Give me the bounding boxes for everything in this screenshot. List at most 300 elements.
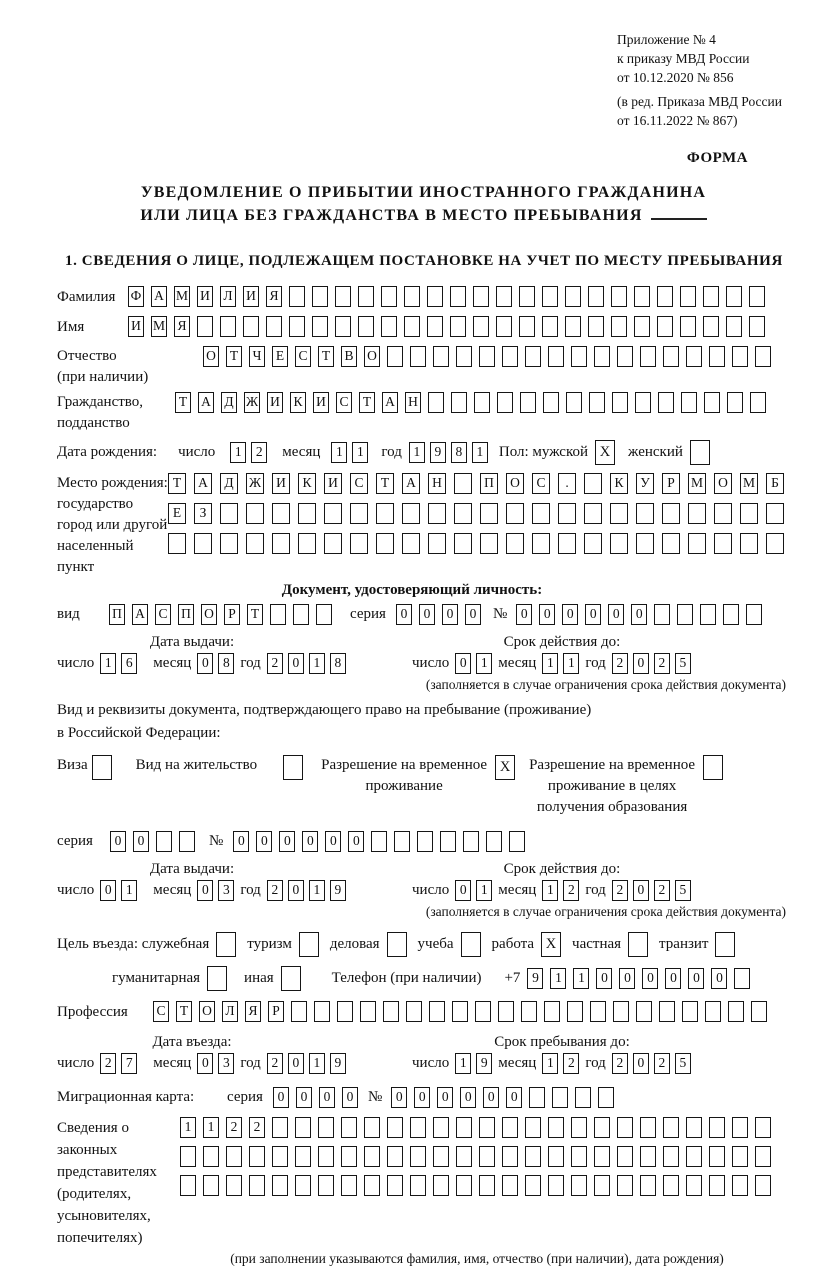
box-cell[interactable]: 0 — [465, 604, 481, 625]
box-cell[interactable]: 0 — [279, 831, 295, 852]
box-cell[interactable]: С — [153, 1001, 169, 1022]
box-cell[interactable] — [473, 316, 489, 337]
box-cell[interactable]: М — [688, 473, 706, 494]
box-cell[interactable] — [246, 533, 264, 554]
box-cell[interactable] — [613, 1001, 629, 1022]
box-cell[interactable] — [312, 286, 328, 307]
box-cell[interactable] — [295, 1146, 311, 1167]
box-cell[interactable] — [427, 316, 443, 337]
box-cell[interactable] — [480, 533, 498, 554]
box-cell[interactable] — [197, 316, 213, 337]
box-cell[interactable] — [727, 392, 743, 413]
box-cell[interactable] — [456, 1117, 472, 1138]
box-cell[interactable] — [521, 1001, 537, 1022]
box-cell[interactable] — [542, 316, 558, 337]
box-cell[interactable]: 0 — [455, 880, 471, 901]
purpose-business-checkbox[interactable] — [387, 932, 407, 957]
box-cell[interactable]: М — [151, 316, 167, 337]
box-cell[interactable]: 0 — [233, 831, 249, 852]
box-cell[interactable] — [703, 755, 723, 780]
box-cell[interactable]: В — [341, 346, 357, 367]
box-cell[interactable]: А — [382, 392, 398, 413]
box-cell[interactable]: 0 — [633, 1053, 649, 1074]
box-cell[interactable] — [663, 1146, 679, 1167]
box-cell[interactable]: И — [197, 286, 213, 307]
box-cell[interactable] — [610, 533, 628, 554]
box-cell[interactable] — [203, 1146, 219, 1167]
box-cell[interactable] — [358, 286, 374, 307]
box-cell[interactable] — [341, 1146, 357, 1167]
box-cell[interactable] — [657, 286, 673, 307]
box-cell[interactable]: 0 — [516, 604, 532, 625]
box-cell[interactable] — [266, 316, 282, 337]
box-cell[interactable]: О — [506, 473, 524, 494]
purpose-transit-checkbox[interactable] — [715, 932, 735, 957]
box-cell[interactable]: И — [267, 392, 283, 413]
box-cell[interactable]: Ч — [249, 346, 265, 367]
box-cell[interactable] — [714, 533, 732, 554]
box-cell[interactable] — [480, 503, 498, 524]
box-cell[interactable] — [381, 316, 397, 337]
box-cell[interactable]: 1 — [230, 442, 246, 463]
box-cell[interactable] — [433, 1117, 449, 1138]
box-cell[interactable]: И — [324, 473, 342, 494]
box-cell[interactable] — [519, 286, 535, 307]
box-cell[interactable] — [519, 316, 535, 337]
box-cell[interactable]: С — [336, 392, 352, 413]
box-cell[interactable]: И — [313, 392, 329, 413]
box-cell[interactable]: 7 — [121, 1053, 137, 1074]
box-cell[interactable] — [387, 932, 407, 957]
box-cell[interactable]: Ф — [128, 286, 144, 307]
box-cell[interactable] — [704, 392, 720, 413]
box-cell[interactable]: 2 — [251, 442, 267, 463]
box-cell[interactable] — [548, 1117, 564, 1138]
box-cell[interactable]: К — [298, 473, 316, 494]
box-cell[interactable] — [298, 533, 316, 554]
box-cell[interactable] — [548, 346, 564, 367]
box-cell[interactable] — [686, 1117, 702, 1138]
box-cell[interactable]: 5 — [675, 653, 691, 674]
box-cell[interactable]: 9 — [527, 968, 543, 989]
box-cell[interactable] — [525, 1175, 541, 1196]
box-cell[interactable] — [726, 286, 742, 307]
box-cell[interactable]: 1 — [573, 968, 589, 989]
box-cell[interactable]: 0 — [419, 604, 435, 625]
doc-kind-field[interactable] — [109, 604, 332, 625]
box-cell[interactable]: X — [595, 440, 615, 465]
box-cell[interactable] — [640, 1175, 656, 1196]
box-cell[interactable] — [755, 1117, 771, 1138]
box-cell[interactable]: 0 — [442, 604, 458, 625]
box-cell[interactable]: Т — [359, 392, 375, 413]
box-cell[interactable] — [548, 1146, 564, 1167]
box-cell[interactable]: 0 — [288, 1053, 304, 1074]
box-cell[interactable] — [715, 932, 735, 957]
box-cell[interactable] — [496, 286, 512, 307]
box-cell[interactable] — [394, 831, 410, 852]
purpose-study-checkbox[interactable] — [461, 932, 481, 957]
box-cell[interactable] — [766, 533, 784, 554]
box-cell[interactable] — [497, 392, 513, 413]
box-cell[interactable]: С — [532, 473, 550, 494]
box-cell[interactable] — [289, 316, 305, 337]
box-cell[interactable]: 0 — [608, 604, 624, 625]
box-cell[interactable]: 1 — [309, 653, 325, 674]
box-cell[interactable]: 1 — [476, 653, 492, 674]
box-cell[interactable] — [496, 316, 512, 337]
issue-month-field[interactable] — [197, 653, 234, 674]
box-cell[interactable] — [381, 286, 397, 307]
box-cell[interactable]: Т — [175, 392, 191, 413]
box-cell[interactable] — [680, 286, 696, 307]
residence-issue-month-field[interactable] — [197, 880, 234, 901]
box-cell[interactable] — [732, 346, 748, 367]
box-cell[interactable] — [640, 1146, 656, 1167]
box-cell[interactable]: 0 — [110, 831, 126, 852]
box-cell[interactable]: Р — [268, 1001, 284, 1022]
box-cell[interactable] — [318, 1146, 334, 1167]
box-cell[interactable] — [249, 1146, 265, 1167]
box-cell[interactable] — [410, 1146, 426, 1167]
box-cell[interactable] — [520, 392, 536, 413]
box-cell[interactable]: 0 — [342, 1087, 358, 1108]
box-cell[interactable] — [634, 286, 650, 307]
expiry-month-field[interactable] — [542, 653, 579, 674]
box-cell[interactable] — [589, 392, 605, 413]
box-cell[interactable]: О — [364, 346, 380, 367]
box-cell[interactable] — [558, 533, 576, 554]
box-cell[interactable]: 2 — [612, 653, 628, 674]
box-cell[interactable]: А — [402, 473, 420, 494]
box-cell[interactable] — [532, 533, 550, 554]
box-cell[interactable]: Л — [222, 1001, 238, 1022]
box-cell[interactable] — [502, 1175, 518, 1196]
box-cell[interactable] — [502, 1146, 518, 1167]
box-cell[interactable]: 0 — [633, 880, 649, 901]
box-cell[interactable]: М — [174, 286, 190, 307]
box-cell[interactable] — [194, 533, 212, 554]
box-cell[interactable] — [291, 1001, 307, 1022]
purpose-other-checkbox[interactable] — [281, 966, 301, 991]
box-cell[interactable]: 0 — [302, 831, 318, 852]
box-cell[interactable] — [216, 932, 236, 957]
box-cell[interactable]: 0 — [506, 1087, 522, 1108]
box-cell[interactable]: 1 — [550, 968, 566, 989]
box-cell[interactable] — [502, 346, 518, 367]
box-cell[interactable] — [387, 346, 403, 367]
box-cell[interactable] — [427, 286, 443, 307]
box-cell[interactable] — [640, 1117, 656, 1138]
box-cell[interactable] — [636, 1001, 652, 1022]
box-cell[interactable] — [663, 1175, 679, 1196]
box-cell[interactable] — [584, 503, 602, 524]
box-cell[interactable]: 2 — [612, 880, 628, 901]
residence-number-field[interactable] — [233, 831, 525, 852]
box-cell[interactable] — [755, 1175, 771, 1196]
box-cell[interactable] — [636, 503, 654, 524]
box-cell[interactable] — [703, 286, 719, 307]
box-cell[interactable] — [544, 1001, 560, 1022]
box-cell[interactable] — [341, 1117, 357, 1138]
doc-number-field[interactable] — [516, 604, 762, 625]
box-cell[interactable]: 0 — [396, 604, 412, 625]
box-cell[interactable]: У — [636, 473, 654, 494]
box-cell[interactable]: 1 — [100, 653, 116, 674]
box-cell[interactable] — [502, 1117, 518, 1138]
box-cell[interactable] — [324, 503, 342, 524]
box-cell[interactable]: 9 — [330, 880, 346, 901]
box-cell[interactable] — [364, 1175, 380, 1196]
box-cell[interactable] — [371, 831, 387, 852]
box-cell[interactable] — [755, 346, 771, 367]
box-cell[interactable] — [433, 346, 449, 367]
stay-year-field[interactable] — [612, 1053, 691, 1074]
box-cell[interactable] — [571, 1175, 587, 1196]
box-cell[interactable]: 0 — [539, 604, 555, 625]
box-cell[interactable] — [529, 1087, 545, 1108]
box-cell[interactable]: 0 — [288, 653, 304, 674]
box-cell[interactable]: 1 — [180, 1117, 196, 1138]
box-cell[interactable] — [433, 1175, 449, 1196]
box-cell[interactable]: 0 — [562, 604, 578, 625]
box-cell[interactable] — [243, 316, 259, 337]
box-cell[interactable]: Я — [245, 1001, 261, 1022]
box-cell[interactable]: Т — [376, 473, 394, 494]
box-cell[interactable]: А — [194, 473, 212, 494]
box-cell[interactable]: 0 — [631, 604, 647, 625]
box-cell[interactable] — [454, 503, 472, 524]
box-cell[interactable] — [335, 286, 351, 307]
box-cell[interactable] — [709, 346, 725, 367]
box-cell[interactable] — [590, 1001, 606, 1022]
entry-day-field[interactable] — [100, 1053, 137, 1074]
box-cell[interactable] — [207, 966, 227, 991]
birth-day-field[interactable] — [230, 442, 267, 463]
box-cell[interactable] — [728, 1001, 744, 1022]
box-cell[interactable]: X — [495, 755, 515, 780]
temp-permit-checkbox[interactable] — [495, 755, 515, 780]
stay-month-field[interactable] — [542, 1053, 579, 1074]
box-cell[interactable] — [682, 1001, 698, 1022]
box-cell[interactable]: 2 — [249, 1117, 265, 1138]
box-cell[interactable]: 0 — [585, 604, 601, 625]
expiry-day-field[interactable] — [455, 653, 492, 674]
box-cell[interactable]: И — [243, 286, 259, 307]
box-cell[interactable] — [272, 1117, 288, 1138]
box-cell[interactable]: 2 — [226, 1117, 242, 1138]
box-cell[interactable]: Б — [766, 473, 784, 494]
box-cell[interactable] — [428, 392, 444, 413]
box-cell[interactable] — [548, 1175, 564, 1196]
birth-place-field-row2[interactable] — [168, 503, 784, 524]
box-cell[interactable] — [677, 604, 693, 625]
box-cell[interactable] — [709, 1146, 725, 1167]
box-cell[interactable] — [566, 392, 582, 413]
box-cell[interactable]: 1 — [542, 653, 558, 674]
box-cell[interactable] — [766, 503, 784, 524]
box-cell[interactable] — [575, 1087, 591, 1108]
box-cell[interactable] — [525, 346, 541, 367]
box-cell[interactable] — [364, 1146, 380, 1167]
box-cell[interactable]: Р — [662, 473, 680, 494]
doc-series-field[interactable] — [396, 604, 481, 625]
residence-expiry-year-field[interactable] — [612, 880, 691, 901]
box-cell[interactable] — [726, 316, 742, 337]
box-cell[interactable]: 0 — [197, 1053, 213, 1074]
box-cell[interactable] — [283, 755, 303, 780]
box-cell[interactable] — [410, 1117, 426, 1138]
box-cell[interactable] — [611, 286, 627, 307]
box-cell[interactable]: 0 — [197, 653, 213, 674]
box-cell[interactable]: П — [178, 604, 194, 625]
box-cell[interactable] — [594, 1175, 610, 1196]
box-cell[interactable]: 0 — [256, 831, 272, 852]
box-cell[interactable] — [732, 1117, 748, 1138]
box-cell[interactable]: К — [290, 392, 306, 413]
box-cell[interactable] — [584, 533, 602, 554]
box-cell[interactable] — [686, 346, 702, 367]
box-cell[interactable]: 2 — [654, 653, 670, 674]
box-cell[interactable] — [475, 1001, 491, 1022]
box-cell[interactable] — [314, 1001, 330, 1022]
box-cell[interactable] — [281, 966, 301, 991]
box-cell[interactable]: 5 — [675, 880, 691, 901]
box-cell[interactable] — [387, 1175, 403, 1196]
box-cell[interactable]: З — [194, 503, 212, 524]
box-cell[interactable] — [617, 1146, 633, 1167]
box-cell[interactable]: 1 — [476, 880, 492, 901]
box-cell[interactable]: 1 — [121, 880, 137, 901]
box-cell[interactable]: 2 — [612, 1053, 628, 1074]
box-cell[interactable] — [617, 346, 633, 367]
box-cell[interactable] — [429, 1001, 445, 1022]
box-cell[interactable] — [220, 533, 238, 554]
box-cell[interactable] — [456, 1175, 472, 1196]
box-cell[interactable] — [246, 503, 264, 524]
box-cell[interactable] — [220, 316, 236, 337]
box-cell[interactable]: 8 — [451, 442, 467, 463]
box-cell[interactable]: Я — [174, 316, 190, 337]
box-cell[interactable] — [479, 1175, 495, 1196]
box-cell[interactable] — [298, 503, 316, 524]
box-cell[interactable] — [594, 1146, 610, 1167]
box-cell[interactable] — [295, 1117, 311, 1138]
box-cell[interactable]: 0 — [414, 1087, 430, 1108]
box-cell[interactable] — [341, 1175, 357, 1196]
box-cell[interactable]: Д — [220, 473, 238, 494]
box-cell[interactable] — [635, 392, 651, 413]
box-cell[interactable]: Е — [168, 503, 186, 524]
purpose-humanitarian-checkbox[interactable] — [207, 966, 227, 991]
box-cell[interactable]: М — [740, 473, 758, 494]
box-cell[interactable]: 6 — [121, 653, 137, 674]
box-cell[interactable] — [402, 533, 420, 554]
expiry-year-field[interactable] — [612, 653, 691, 674]
box-cell[interactable] — [663, 346, 679, 367]
box-cell[interactable] — [428, 503, 446, 524]
box-cell[interactable]: 2 — [654, 880, 670, 901]
box-cell[interactable]: С — [155, 604, 171, 625]
box-cell[interactable] — [690, 440, 710, 465]
box-cell[interactable] — [612, 392, 628, 413]
box-cell[interactable]: Ж — [244, 392, 260, 413]
edu-permit-checkbox[interactable] — [703, 755, 723, 780]
box-cell[interactable]: Д — [221, 392, 237, 413]
box-cell[interactable] — [628, 932, 648, 957]
box-cell[interactable]: 1 — [542, 1053, 558, 1074]
box-cell[interactable] — [440, 831, 456, 852]
box-cell[interactable] — [734, 968, 750, 989]
residence-permit-checkbox[interactable] — [283, 755, 303, 780]
box-cell[interactable]: 2 — [563, 880, 579, 901]
box-cell[interactable]: А — [151, 286, 167, 307]
box-cell[interactable] — [404, 286, 420, 307]
box-cell[interactable]: 1 — [309, 880, 325, 901]
box-cell[interactable] — [532, 503, 550, 524]
box-cell[interactable] — [180, 1175, 196, 1196]
box-cell[interactable] — [657, 316, 673, 337]
box-cell[interactable] — [350, 533, 368, 554]
migration-series-field[interactable] — [273, 1087, 358, 1108]
box-cell[interactable] — [634, 316, 650, 337]
box-cell[interactable] — [337, 1001, 353, 1022]
visa-checkbox[interactable] — [92, 755, 112, 780]
box-cell[interactable] — [404, 316, 420, 337]
citizenship-field[interactable] — [175, 392, 766, 413]
box-cell[interactable] — [709, 1117, 725, 1138]
box-cell[interactable]: 2 — [267, 653, 283, 674]
box-cell[interactable]: 0 — [596, 968, 612, 989]
profession-field[interactable] — [153, 1001, 767, 1022]
box-cell[interactable] — [749, 316, 765, 337]
box-cell[interactable] — [168, 533, 186, 554]
box-cell[interactable] — [456, 346, 472, 367]
box-cell[interactable] — [659, 1001, 675, 1022]
box-cell[interactable] — [335, 316, 351, 337]
box-cell[interactable] — [640, 346, 656, 367]
box-cell[interactable]: 0 — [437, 1087, 453, 1108]
box-cell[interactable] — [272, 1175, 288, 1196]
box-cell[interactable] — [486, 831, 502, 852]
box-cell[interactable] — [617, 1117, 633, 1138]
residence-expiry-month-field[interactable] — [542, 880, 579, 901]
box-cell[interactable] — [179, 831, 195, 852]
box-cell[interactable] — [350, 503, 368, 524]
box-cell[interactable] — [295, 1175, 311, 1196]
box-cell[interactable] — [732, 1175, 748, 1196]
box-cell[interactable]: Я — [266, 286, 282, 307]
box-cell[interactable] — [688, 503, 706, 524]
box-cell[interactable] — [463, 831, 479, 852]
box-cell[interactable]: С — [350, 473, 368, 494]
box-cell[interactable] — [542, 286, 558, 307]
box-cell[interactable] — [272, 503, 290, 524]
box-cell[interactable] — [709, 1175, 725, 1196]
box-cell[interactable]: 0 — [197, 880, 213, 901]
box-cell[interactable]: 0 — [348, 831, 364, 852]
box-cell[interactable]: 1 — [331, 442, 347, 463]
box-cell[interactable] — [226, 1175, 242, 1196]
box-cell[interactable] — [740, 503, 758, 524]
box-cell[interactable] — [571, 1117, 587, 1138]
box-cell[interactable] — [740, 533, 758, 554]
box-cell[interactable] — [376, 503, 394, 524]
box-cell[interactable] — [654, 604, 670, 625]
box-cell[interactable] — [686, 1175, 702, 1196]
box-cell[interactable]: 8 — [218, 653, 234, 674]
box-cell[interactable] — [565, 316, 581, 337]
